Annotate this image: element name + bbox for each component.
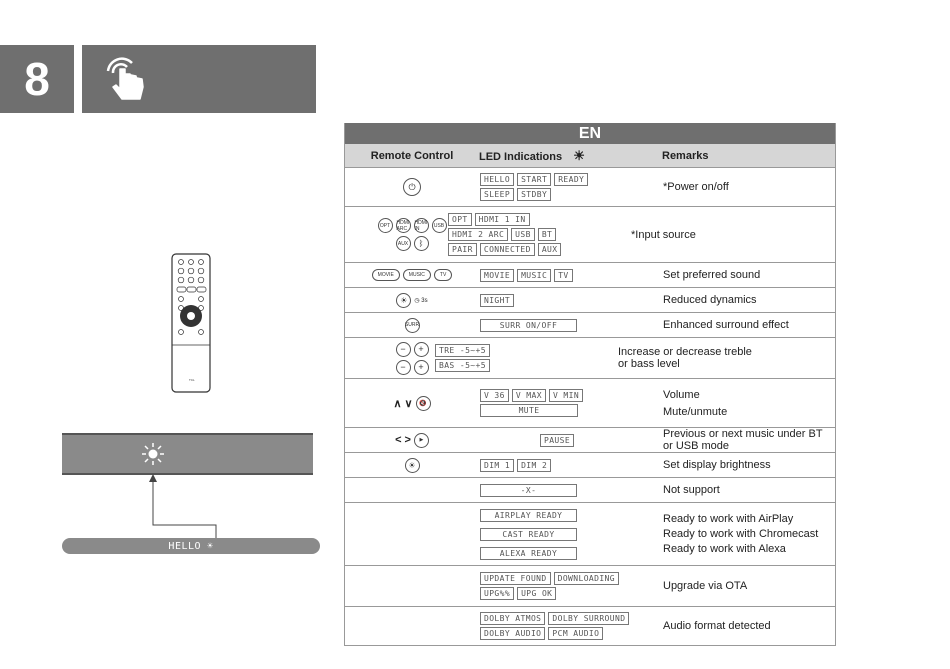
remarks-cell: [663, 510, 835, 558]
led-text: DOLBY SURROUND: [548, 612, 629, 625]
power-button: ⏻: [403, 178, 421, 196]
led-cell: [479, 509, 663, 560]
button-surr: SURR: [405, 318, 420, 333]
button-hdmi-in: HDMI IN: [414, 219, 428, 232]
led-text: SLEEP: [480, 188, 514, 201]
table-row: [345, 565, 835, 606]
col-remarks: Remarks: [662, 149, 709, 162]
remark-text: Not support: [663, 484, 720, 496]
led-text: START: [517, 173, 551, 186]
remark-text: Volume: [663, 388, 700, 401]
remarks-cell: [663, 428, 835, 452]
remark-text: or bass level: [618, 358, 680, 370]
remarks-cell: [663, 389, 835, 418]
led-text: READY: [554, 173, 588, 186]
led-text: V MAX: [512, 389, 546, 402]
button-aux: AUX: [396, 236, 411, 251]
led-text: CONNECTED: [480, 243, 535, 256]
remote-buttons: [345, 178, 479, 196]
table-row: [345, 427, 835, 452]
remote-buttons: [390, 342, 434, 375]
remark-text: Set preferred sound: [663, 269, 761, 281]
led-cell: [479, 459, 663, 472]
led-text: DIM 2: [517, 459, 551, 472]
table-row: [345, 452, 835, 477]
table-row: [345, 167, 835, 206]
led-text: STDBY: [517, 188, 551, 201]
remote-buttons: [345, 318, 479, 333]
led-text: MOVIE: [480, 269, 514, 282]
remark-text: Reduced dynamics: [663, 294, 757, 306]
night-button: ☀: [396, 293, 411, 308]
arrow-icon: ∨: [404, 397, 413, 410]
led-text: V MIN: [549, 389, 583, 402]
remarks-cell: [663, 181, 835, 193]
button-treble-minus: −: [396, 342, 411, 357]
bluetooth-button: ᛒ: [414, 236, 429, 251]
led-text: PAIR: [448, 243, 477, 256]
led-text: USB: [511, 228, 535, 241]
soundbar-display-text: HELLO: [168, 540, 202, 552]
led-text: CAST READY: [480, 528, 577, 541]
touch-hand-icon: [102, 53, 152, 105]
table-row: [345, 287, 835, 312]
led-text: MUTE: [480, 404, 578, 417]
led-cell: [479, 294, 663, 307]
remark-text: Ready to work with AirPlay: [663, 513, 794, 525]
remarks-cell: [663, 319, 835, 331]
sun-icon: ☀: [573, 147, 585, 163]
led-text: DOLBY AUDIO: [480, 627, 545, 640]
remark-text: Increase or decrease treble: [618, 346, 752, 358]
led-text: UPG%%: [480, 587, 514, 600]
remark-text: Audio format detected: [663, 620, 771, 632]
led-cell: [479, 484, 663, 497]
remarks-cell: [663, 294, 835, 306]
arrow-icon: ∧: [393, 397, 402, 410]
language-label: EN: [345, 123, 835, 144]
led-text: DOLBY ATMOS: [480, 612, 545, 625]
led-cell: [479, 612, 663, 640]
col-remote-control: Remote Control: [370, 149, 454, 162]
remark-text: Previous or next music under BT: [663, 428, 823, 440]
led-text: HDMI 2 ARC: [448, 228, 508, 241]
soundbar-illustration: [62, 433, 313, 475]
led-text: TRE -5~+5: [435, 344, 490, 357]
led-text: UPDATE FOUND: [480, 572, 551, 585]
led-text: HELLO: [480, 173, 514, 186]
remark-text: or USB mode: [663, 440, 730, 452]
led-cell: [479, 389, 663, 417]
button-tv: TV: [434, 269, 452, 281]
col-led-label: LED Indications: [479, 150, 563, 163]
led-cell: [479, 434, 663, 447]
remark-text: Ready to work with Chromecast: [663, 528, 819, 540]
remote-control-illustration: [171, 253, 211, 393]
led-text: BT: [538, 228, 556, 241]
remark-text: Upgrade via OTA: [663, 580, 748, 592]
remarks-cell: [663, 484, 835, 496]
table-row: [345, 378, 835, 427]
table-row: [345, 337, 835, 378]
section-header: [82, 45, 316, 113]
table-row: [345, 606, 835, 645]
led-text: PCM AUDIO: [548, 627, 603, 640]
soundbar-led-display: [62, 538, 320, 554]
arrow-icon: >: [404, 434, 411, 446]
led-text: ALEXA READY: [480, 547, 577, 560]
led-indications-table: [344, 123, 836, 646]
led-text: OPT: [448, 213, 472, 226]
led-text: V 36: [480, 389, 509, 402]
remark-text: Enhanced surround effect: [663, 319, 789, 331]
remote-buttons: [345, 458, 479, 473]
sun-icon: [142, 443, 164, 465]
button-opt: OPT: [378, 218, 393, 233]
remark-text: *Power on/off: [663, 181, 729, 193]
button-bass-minus: −: [396, 360, 411, 375]
led-text: HDMI 1 IN: [475, 213, 530, 226]
led-cell: [479, 269, 663, 282]
led-text: UPG OK: [517, 587, 556, 600]
page-number: 8: [0, 45, 74, 113]
remote-buttons: [377, 218, 447, 251]
led-cell: [479, 319, 663, 332]
remarks-cell: [663, 459, 835, 471]
button-hdmi-arc: HDMI ARC: [396, 219, 410, 232]
table-row: [345, 312, 835, 337]
button-bass-minusplus: +: [414, 360, 429, 375]
table-row: [345, 502, 835, 565]
mute-button: 🔇: [416, 396, 431, 411]
col-led-indications: [479, 148, 662, 164]
led-cell: [479, 173, 663, 201]
remark-text: Ready to work with Alexa: [663, 543, 786, 555]
led-cell: [479, 572, 663, 600]
svg-text:TCL: TCL: [189, 378, 195, 382]
play-pause-button: ▶: [414, 433, 429, 448]
led-text: PAUSE: [540, 434, 574, 447]
led-text: DIM 1: [480, 459, 514, 472]
remote-buttons: [345, 293, 479, 308]
table-row: [345, 262, 835, 287]
table-row: [345, 477, 835, 502]
remark-text: *Input source: [631, 228, 696, 241]
remarks-cell: [618, 346, 835, 370]
remote-buttons: [345, 396, 479, 411]
led-text: -X-: [480, 484, 577, 497]
remarks-cell: [663, 580, 835, 592]
arrow-icon: <: [395, 434, 402, 446]
table-row: [345, 206, 835, 262]
button-usb: USB: [432, 218, 447, 233]
table-header: [345, 144, 835, 167]
remarks-cell: [663, 269, 835, 281]
brightness-icon: ☀: [207, 540, 214, 552]
led-cell: [447, 213, 631, 256]
led-text: AIRPLAY READY: [480, 509, 577, 522]
remote-buttons: [345, 269, 479, 281]
remote-buttons: [345, 433, 479, 448]
remark-text: Set display brightness: [663, 459, 771, 471]
led-text: AUX: [538, 243, 562, 256]
led-text: DOWNLOADING: [554, 572, 619, 585]
led-text: TV: [554, 269, 572, 282]
hold-3s-label: ◷ 3s: [414, 297, 428, 304]
button-music: MUSIC: [403, 269, 431, 281]
remark-text: Mute/unmute: [663, 405, 728, 418]
led-text: MUSIC: [517, 269, 551, 282]
led-text: NIGHT: [480, 294, 514, 307]
led-cell: [434, 344, 618, 372]
remarks-cell: [631, 229, 835, 241]
dimmer-button: ☀: [405, 458, 420, 473]
remarks-cell: [663, 620, 835, 632]
button-treble-minusplus: +: [414, 342, 429, 357]
button-movie: MOVIE: [372, 269, 400, 281]
led-text: SURR ON/OFF: [480, 319, 577, 332]
led-text: BAS -5~+5: [435, 359, 490, 372]
